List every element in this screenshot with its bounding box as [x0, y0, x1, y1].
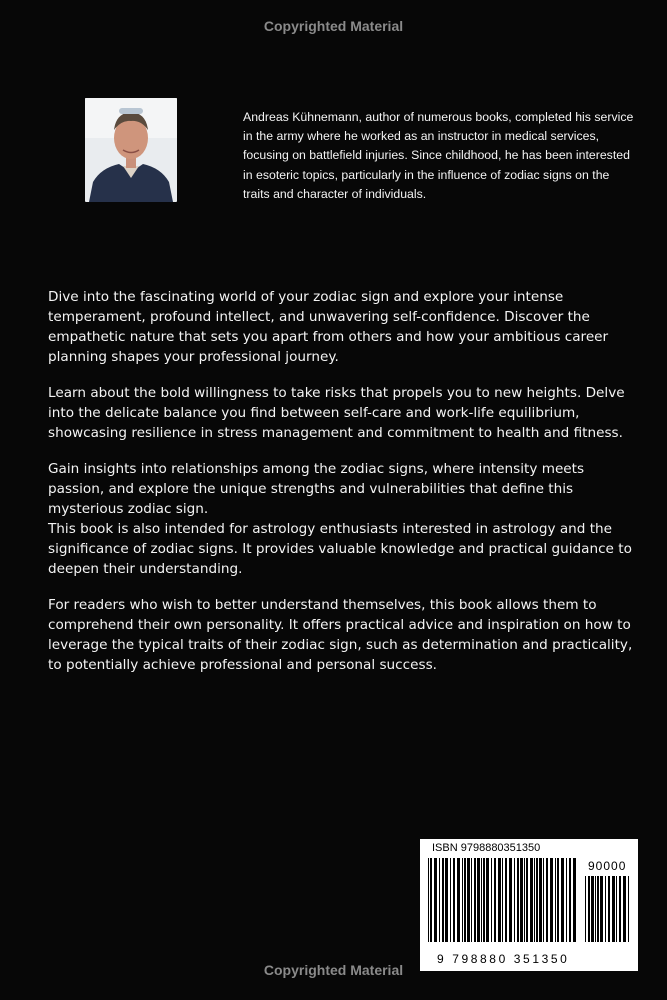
barcode-digits: 9 798880 351350: [437, 952, 570, 966]
description-paragraph-1: Dive into the fascinating world of your zodiac sign and explore your intense temperament, profound intellect, and unwavering self-confidence. Discover the empathetic nature that sets you apart from others and how your ambitious career planning shapes your professional journey.: [48, 289, 609, 365]
barcode-bar: [616, 876, 617, 942]
barcode-bar: [520, 858, 523, 942]
barcode-bar: [536, 858, 538, 942]
barcode-bar: [439, 858, 440, 942]
barcode-bar: [588, 876, 590, 942]
barcode-bar: [477, 858, 480, 942]
barcode-bar: [539, 858, 542, 942]
barcode-bar: [442, 858, 444, 942]
description-paragraph-2: Learn about the bold willingness to take risks that propels you to new heights. Delve into the delicate balance you find between self-care and work-life equilibrium, showcasing resilience in stress management and commitment to health and fitness.: [48, 385, 625, 441]
barcode-bar: [509, 858, 512, 942]
barcode-bar: [566, 858, 567, 942]
barcode-bar: [619, 876, 621, 942]
barcode-bar: [502, 858, 503, 942]
author-bio: Andreas Kühnemann, author of numerous books, completed his service in the army where he worked as an instructor in medical services, focusing on battlefield injuries. Since childhood, he has been interested in esoteric topics, particularly in the influence of zodiac signs on the traits and character of individuals.: [243, 110, 634, 201]
barcode-bar: [457, 858, 460, 942]
isbn-barcode: [428, 858, 578, 948]
description-paragraph-4: This book is also intended for astrology enthusiasts interested in astrology and the significance of zodiac signs. It provides valuable knowledge and practical guidance to deepen their understanding.: [48, 521, 632, 577]
barcode-bar: [428, 858, 429, 942]
isbn-label: ISBN 9798880351350: [432, 842, 541, 854]
description-paragraph-5: For readers who wish to better understand themselves, this book allows them to comprehend their own personality. It offers practical advice and inspiration on how to leverage the typical traits of their zodiac sign, such as determination and practicality, to potentially achieve professional and personal success.: [48, 597, 633, 673]
barcode-bar: [612, 876, 615, 942]
barcode-bar: [491, 858, 492, 942]
barcode-bar: [450, 858, 451, 942]
barcode-bar: [486, 858, 489, 942]
barcode-bar: [462, 858, 463, 942]
barcode-bar: [430, 858, 432, 942]
barcode-bar: [597, 876, 599, 942]
barcode-bar: [517, 858, 519, 942]
book-description: [48, 287, 633, 691]
description-paragraph-3: Gain insights into relationships among the zodiac signs, where intensity meets passion, and explore the unique strengths and vulnerabilities that define this mysterious zodiac sign.: [48, 461, 585, 517]
barcode-bar: [605, 876, 606, 942]
barcode-bar: [557, 858, 559, 942]
barcode-bar: [546, 858, 548, 942]
barcode-bar: [434, 858, 437, 942]
barcode-bar: [561, 858, 564, 942]
barcode-bar: [628, 876, 629, 942]
price-code: 90000: [588, 859, 627, 873]
barcode-bar: [555, 858, 556, 942]
barcode-bar: [481, 858, 482, 942]
barcode-bar: [600, 876, 603, 942]
copyright-watermark-top: Copyrighted Material: [263, 18, 404, 34]
barcode-bar: [464, 858, 466, 942]
barcode-bar: [498, 858, 501, 942]
barcode-bar: [595, 876, 596, 942]
barcode-bar: [483, 858, 485, 942]
barcode-bar: [534, 858, 535, 942]
barcode-bar: [474, 858, 476, 942]
barcode-bar: [543, 858, 544, 942]
barcode-bar: [514, 858, 515, 942]
barcode-bar: [591, 876, 594, 942]
author-photo: [85, 98, 177, 202]
barcode-bar: [550, 858, 553, 942]
barcode-bar: [526, 858, 528, 942]
barcode-bar: [445, 858, 448, 942]
barcode-bar: [608, 876, 610, 942]
barcode-bar: [573, 858, 576, 942]
barcode-bar: [494, 858, 496, 942]
barcode-bar: [623, 876, 626, 942]
copyright-watermark-bottom: Copyrighted Material: [263, 962, 404, 978]
barcode-bar: [505, 858, 507, 942]
barcode-bar: [569, 858, 571, 942]
barcode-bar: [453, 858, 455, 942]
barcode-bar: [524, 858, 525, 942]
barcode-bar: [585, 876, 586, 942]
barcode-bar: [530, 858, 533, 942]
barcode-bar: [471, 858, 472, 942]
price-barcode: [585, 876, 633, 948]
barcode-bar: [467, 858, 470, 942]
